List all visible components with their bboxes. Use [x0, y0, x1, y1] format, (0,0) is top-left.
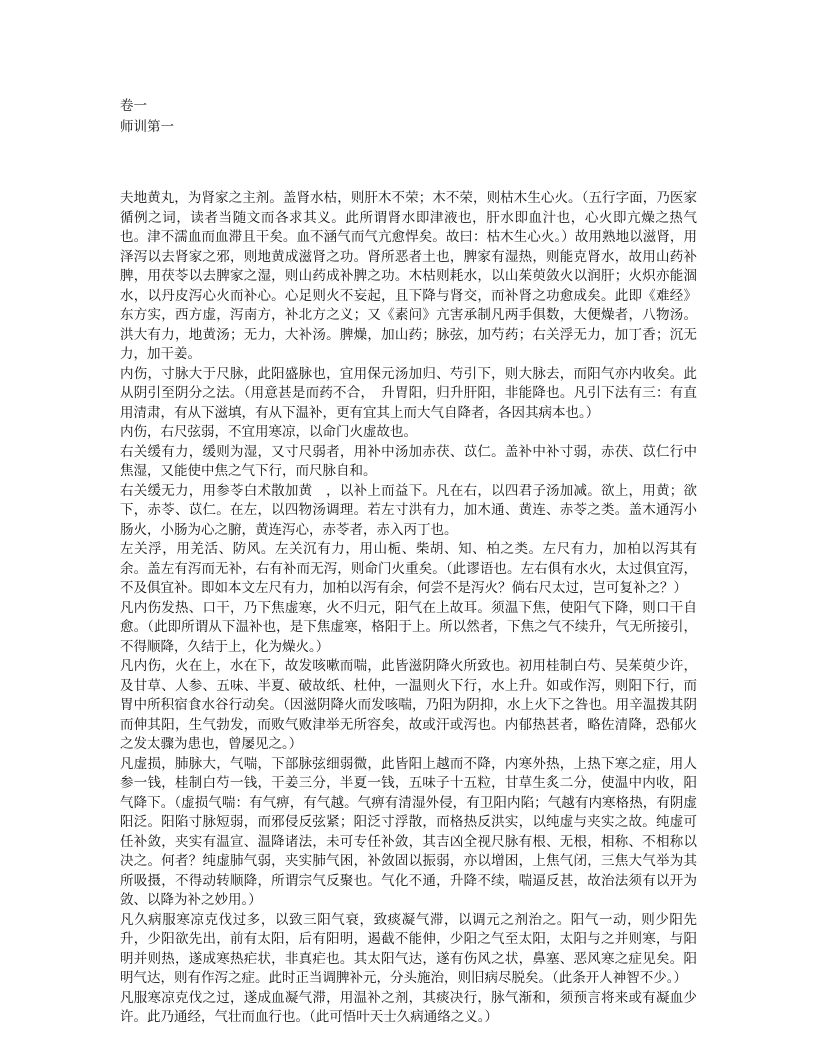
paragraph: 凡服寒凉克伐之过，遂成血凝气滞，用温补之剂，其痰决行，脉气渐和，须预言将来或有凝血少许。此乃通经，气壮而血行也。（此可悟叶天士久病通络之义。）: [120, 989, 697, 1025]
paragraph: 左关浮，用羌活、防风。左关沉有力，用山栀、柴胡、知、柏之类。左尺有力，加柏以泻其有余。盖左有泻而无补，右有补而无泻，则命门火重矣。（此谬语也。左右俱有水火，太过俱宜泻，不及俱宜补。即如本文左尺有力，加柏以泻有余，何尝不是泻火？倘右尺太过，岂可复补之？）: [120, 541, 697, 596]
paragraph: 内伤，右尺弦弱，不宜用寒凉，以命门火虚故也。: [120, 424, 417, 440]
heading-spacer: [120, 138, 697, 189]
paragraph: 凡久病服寒凉克伐过多，以致三阳气衰，致痰凝气滞，以调元之剂治之。阳气一动，则少阳先升，少阳欲先出，前有太阳，后有阳明，遏截不能伸，少阳之气至太阳，太阳与之并则寒，与阳明并则热，遂成寒热疟状，非真疟也。其太阳气达，遂有伤风之状，鼻塞、恶风寒之症见矣。阳明气达，则有作泻之症。此时正当调脾补元，分头施治，则旧病尽脱矣。（此条开人神智不少。）: [120, 911, 697, 986]
paragraph: 凡内伤，火在上，水在下，故发咳嗽而喘，此皆滋阴降火所致也。初用桂制白芍、吴茱萸少许，及甘草、人参、五味、半夏、破故纸、杜仲，一温则火下行，水上升。如或作泻，则阳下行，而胃中所积宿食水谷行动矣。（因滋阴降火而发咳喘，乃阳为阴抑，水上火下之咎也。用辛温拨其阴而伸其阳，生气勃发，而败气败津举无所容矣，故或汗或泻也。内郁热甚者，略佐清降，恐郁火之发太骤为患也，曾屡见之。）: [120, 658, 697, 752]
paragraph: 凡内伤发热、口干，乃下焦虚寒，火不归元，阳气在上故耳。须温下焦，使阳气下降，则口干自愈。（此即所谓从下温补也，是下焦虚寒，格阳于上。所以然者，下焦之气不续升，气无所接引，不得顺降，久结于上，化为燥火。）: [120, 599, 697, 655]
paragraph: 凡虚损，肺脉大，气喘，下部脉弦细弱微，此皆阳上越而不降，内寒外热，上热下寒之症，用人参一钱，桂制白芍一钱，干姜三分，半夏一钱，五味子十五粒，甘草生炙二分，使温中内收，阳气降下。（虚损气喘：有气痹，有气越。气痹有清湿外侵，有卫阳内陷；气越有内寒格热，有阴虚阳泛。阳陷寸脉短弱，而邪侵反弦紧；阳泛寸浮散，而格热反洪实，以纯虚与夹实之故。纯虚可任补敛，夹实有温宣、温降诸法，未可专任补敛，其吉凶全视尺脉有根、无根，相称、不相称以决之。何者？纯虚肺气弱，夹实肺气困，补敛固以振弱，亦以增困，上焦气闭，三焦大气举为其所吸摄，不得动转顺降，所谓宗气反聚也。气化不通，升降不续，喘逼反甚，故治法须有以开为敛、以降为补之妙用。）: [120, 755, 697, 908]
paragraph: 内伤，寸脉大于尺脉，此阳盛脉也，宜用保元汤加归、芍引下，则大脉去，而阳气亦内收矣。此从阴引至阴分之法。（用意甚是而药不合， 升胃阳，归升肝阳，非能降也。凡引下法有三：有直用清肃，有从下滋填，有从下温补，更有宜其上而大气自降者，各因其病本也。）: [120, 365, 697, 421]
volume-heading: 卷一: [120, 98, 147, 114]
paragraph: 右关缓无力，用参苓白术散加黄 ，以补上而益下。凡在右，以四君子汤加减。欲上，用黄；欲下，赤苓、苡仁。在左，以四物汤调理。若左寸洪有力，加木通、黄连、赤苓之类。盖木通泻小肠火，小肠为心之腑，黄连泻心，赤苓者，赤入丙丁也。: [120, 482, 697, 538]
paragraph: 夫地黄丸，为肾家之主剂。盖肾水枯，则肝木不荣；木不荣，则枯木生心火。（五行字面，乃医家循例之词，读者当随文而各求其义。此所谓肾水即津液也，肝水即血汁也，心火即亢燥之热气也。津不濡血而血滞且干矣。血不涵气而气亢愈悍矣。故曰：枯木生心火。）故用熟地以滋肾，用泽泻以去肾家之邪，则地黄成滋肾之功。肾所恶者土也，脾家有湿热，则能克肾水，故用山药补脾，用茯苓以去脾家之湿，则山药成补脾之功。木枯则耗水，以山茱萸敛火以润肝；火炽亦能涸水，以丹皮泻心火而补心。心足则火不妄起，且下降与肾交，而补肾之功愈成矣。此即《难经》东方实，西方虚，泻南方，补北方之义；又《素问》亢害承制凡两手俱数，大便燥者，八物汤。洪大有力，地黄汤；无力，大补汤。脾燥，加山药；脉弦，加芍药；右关浮无力，加丁香；沉无力，加干姜。: [120, 190, 697, 362]
document-page: [120, 96, 697, 1028]
paragraph: 右关缓有力，缓则为湿，又寸尺弱者，用补中汤加赤茯、苡仁。盖补中补寸弱，赤茯、苡仁行中焦湿，又能使中焦之气下行，而尺脉自和。: [120, 443, 697, 479]
chapter-heading: 师训第一: [120, 119, 174, 135]
body-text: [120, 189, 697, 1028]
